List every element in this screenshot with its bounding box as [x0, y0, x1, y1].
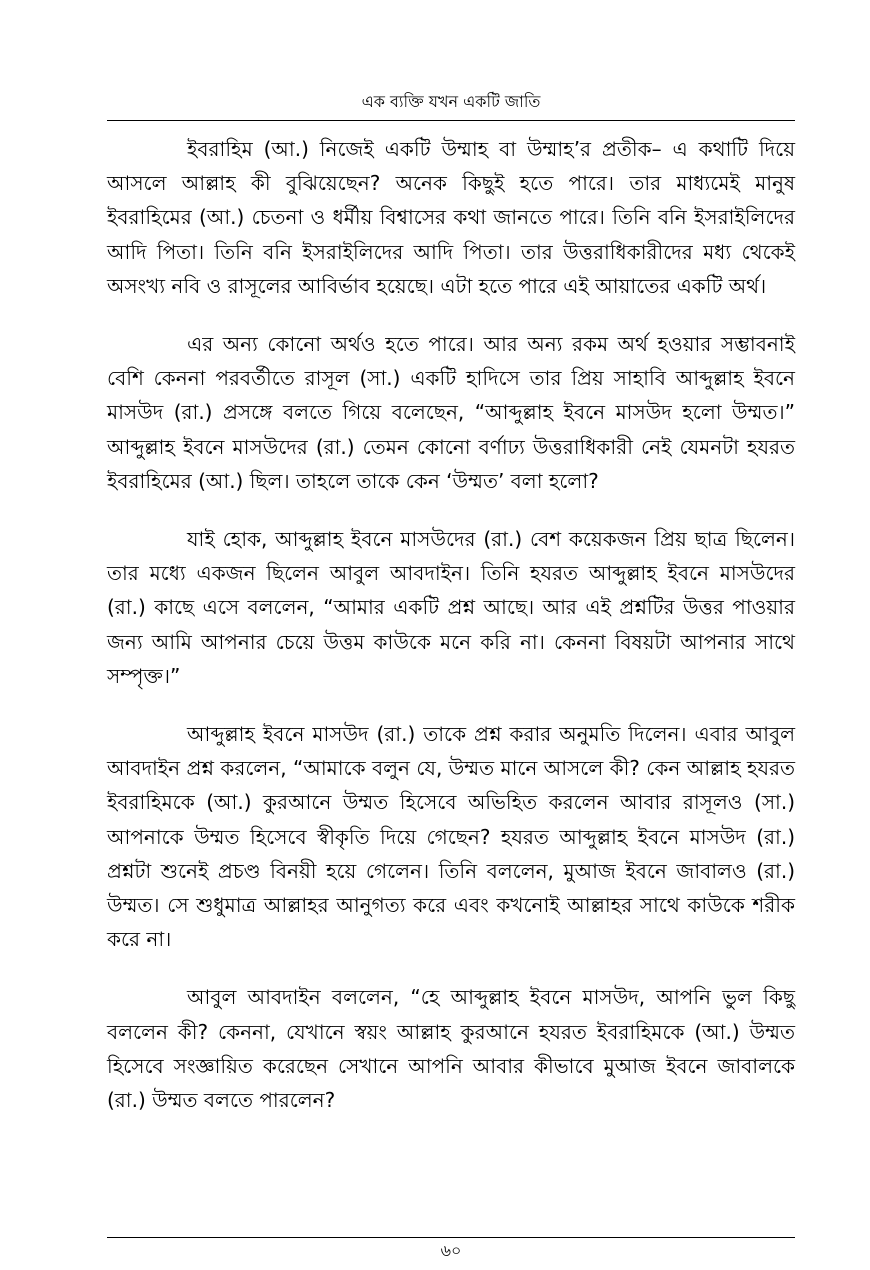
- running-head: এক ব্যক্তি যখন একটি জাতি: [361, 92, 541, 111]
- paragraph-3: যাই হোক, আব্দুল্লাহ ইবনে মাসউদের (রা.) বেশ কয়েকজন প্রিয় ছাত্র ছিলেন। তার মধ্যে একজন ছিলেন আবুল আবদাইন। তিনি হযরত আব্দুল্লাহ ইবনে মাসউদের (রা.) কাছে এসে বললেন, “আমার একটি প্রশ্ন আছে। আর এই প্রশ্নটির উত্তর পাওয়ার জন্য আমি আপনার চেয়ে উত্তম কাউকে মনে করি না। কেননা বিষয়টা আপনার সাথে সম্পৃক্ত।”: [107, 527, 795, 688]
- page-number: ৬০: [440, 1241, 462, 1260]
- paragraph-1: ইবরাহিম (আ.) নিজেই একটি উম্মাহ বা উম্মাহ’র প্রতীক– এ কথাটি দিয়ে আসলে আল্লাহ কী বুঝিয়েছেন? অনেক কিছুই হতে পারে। তার মাধ্যমেই মানুষ ইবরাহিমের (আ.) চেতনা ও ধর্মীয় বিশ্বাসের কথা জানতে পারে। তিনি বনি ইসরাইলিদের আদি পিতা। তিনি বনি ইসরাইলিদের আদি পিতা। তার উত্তরাধিকারীদের মধ্য থেকেই অসংখ্য নবি ও রাসূলের আবির্ভাব হয়েছে। এটা হতে পারে এই আয়াতের একটি অর্থ।: [107, 137, 795, 298]
- paragraph-2: এর অন্য কোনো অর্থও হতে পারে। আর অন্য রকম অর্থ হওয়ার সম্ভাবনাই বেশি কেননা পরবর্তীতে রাসূল (সা.) একটি হাদিসে তার প্রিয় সাহাবি আব্দুল্লাহ ইবনে মাসউদ (রা.) প্রসঙ্গে বলতে গিয়ে বলেছেন, “আব্দুল্লাহ ইবনে মাসউদ হলো উম্মত।” আব্দুল্লাহ ইবনে মাসউদের (রা.) তেমন কোনো বর্ণাঢ্য উত্তরাধিকারী নেই যেমনটা হযরত ইবরাহিমের (আ.) ছিল। তাহলে তাকে কেন ‘উম্মত’ বলা হলো?: [107, 332, 795, 493]
- header-rule: [107, 120, 795, 121]
- body-text: [107, 132, 795, 1141]
- footer-rule: [107, 1237, 795, 1238]
- paragraph-4: আব্দুল্লাহ ইবনে মাসউদ (রা.) তাকে প্রশ্ন করার অনুমতি দিলেন। এবার আবুল আবদাইন প্রশ্ন করলেন, “আমাকে বলুন যে, উম্মত মানে আসলে কী? কেন আল্লাহ হযরত ইবরাহিমকে (আ.) কুরআনে উম্মত হিসেবে অভিহিত করলেন আবার রাসূলও (সা.) আপনাকে উম্মত হিসেবে স্বীকৃতি দিয়ে গেছেন? হযরত আব্দুল্লাহ ইবনে মাসউদ (রা.) প্রশ্নটা শুনেই প্রচণ্ড বিনয়ী হয়ে গেলেন। তিনি বললেন, মুআজ ইবনে জাবালও (রা.) উম্মত। সে শুধুমাত্র আল্লাহর আনুগত্য করে এবং কখনোই আল্লাহর সাথে কাউকে শরীক করে না।: [107, 722, 795, 952]
- paragraph-5: আবুল আবদাইন বললেন, “হে আব্দুল্লাহ ইবনে মাসউদ, আপনি ভুল কিছু বললেন কী? কেননা, যেখানে স্বয়ং আল্লাহ কুরআনে হযরত ইবরাহিমকে (আ.) উম্মত হিসেবে সংজ্ঞায়িত করেছেন সেখানে আপনি আবার কীভাবে মুআজ ইবনে জাবালকে (রা.) উম্মত বলতে পারলেন?: [107, 985, 795, 1113]
